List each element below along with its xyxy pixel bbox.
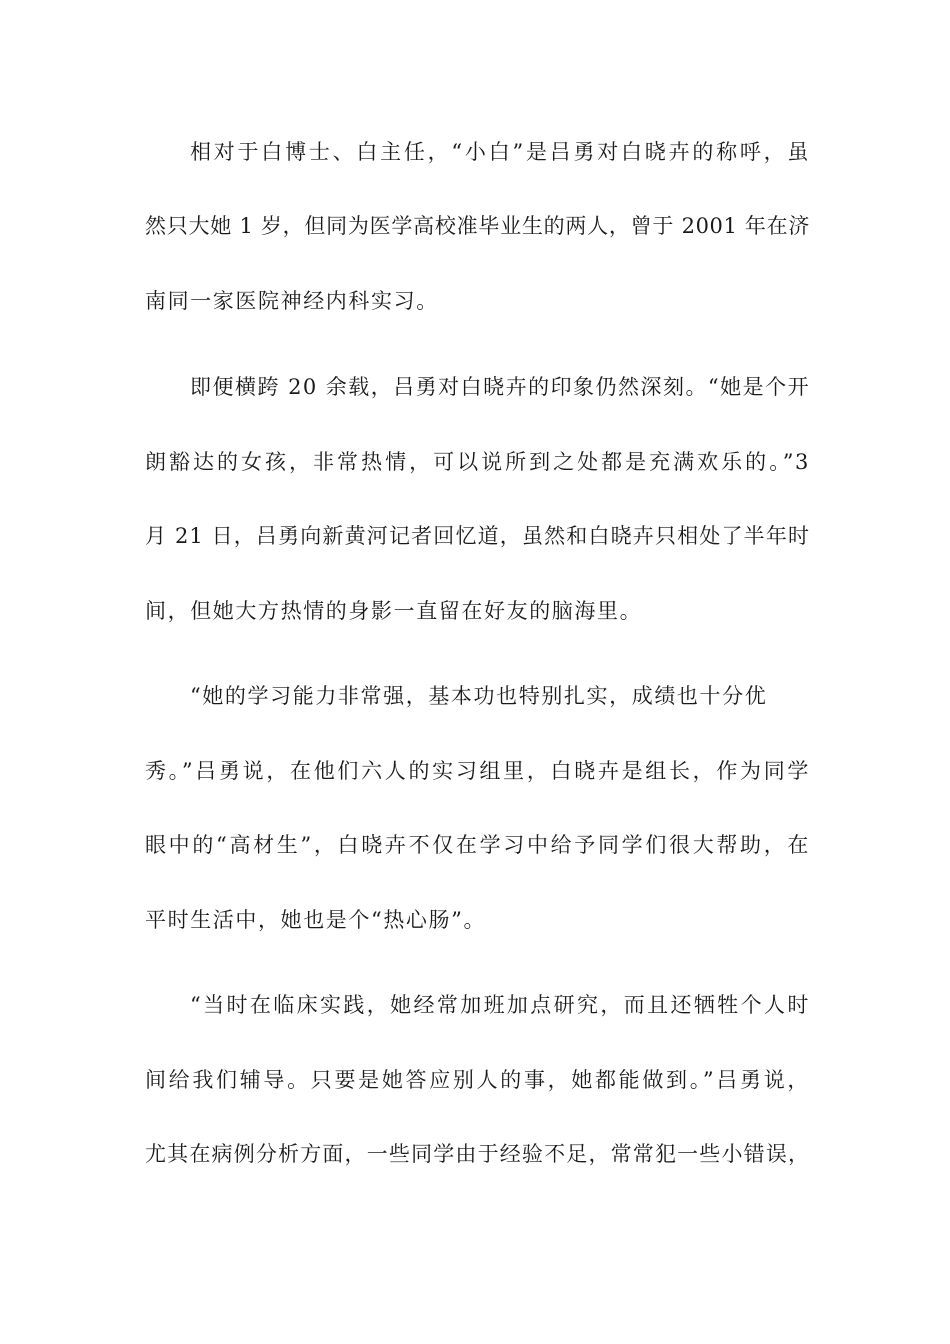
paragraph-3-line-4: 平时生活中，她也是个“热心肠”。: [145, 908, 487, 932]
paragraph-2-line-2: 朗豁达的女孩，非常热情，可以说所到之处都是充满欢乐的。”3: [145, 450, 810, 474]
paragraph-3-line-3: 眼中的“高材生”，白晓卉不仅在学习中给予同学们很大帮助，在: [145, 833, 810, 857]
paragraph-1-line-3: 南同一家医院神经内科实习。: [145, 289, 439, 313]
paragraph-3-line-1: “她的学习能力非常强，基本功也特别扎实，成绩也十分优: [190, 684, 768, 708]
paragraph-4-line-2: 间给我们辅导。只要是她答应别人的事，她都能做到。”吕勇说，: [145, 1068, 810, 1092]
paragraph-1-line-2: 然只大她 1 岁，但同为医学高校准毕业生的两人，曾于 2001 年在济: [145, 214, 810, 238]
paragraph-1-line-1: 相对于白博士、白主任，“小白”是吕勇对白晓卉的称呼，虽: [190, 140, 810, 164]
paragraph-3-line-2: 秀。”吕勇说，在他们六人的实习组里，白晓卉是组长，作为同学: [145, 759, 810, 783]
paragraph-2-line-1: 即便横跨 20 余载，吕勇对白晓卉的印象仍然深刻。“她是个开: [190, 375, 810, 399]
paragraph-4-line-3: 尤其在病例分析方面，一些同学由于经验不足，常常犯一些小错误，: [145, 1142, 810, 1166]
paragraph-4-line-1: “当时在临床实践，她经常加班加点研究，而且还牺牲个人时: [190, 993, 810, 1017]
paragraph-2-line-4: 间，但她大方热情的身影一直留在好友的脑海里。: [145, 599, 643, 623]
paragraph-2-line-3: 月 21 日，吕勇向新黄河记者回忆道，虽然和白晓卉只相处了半年时: [145, 524, 810, 548]
